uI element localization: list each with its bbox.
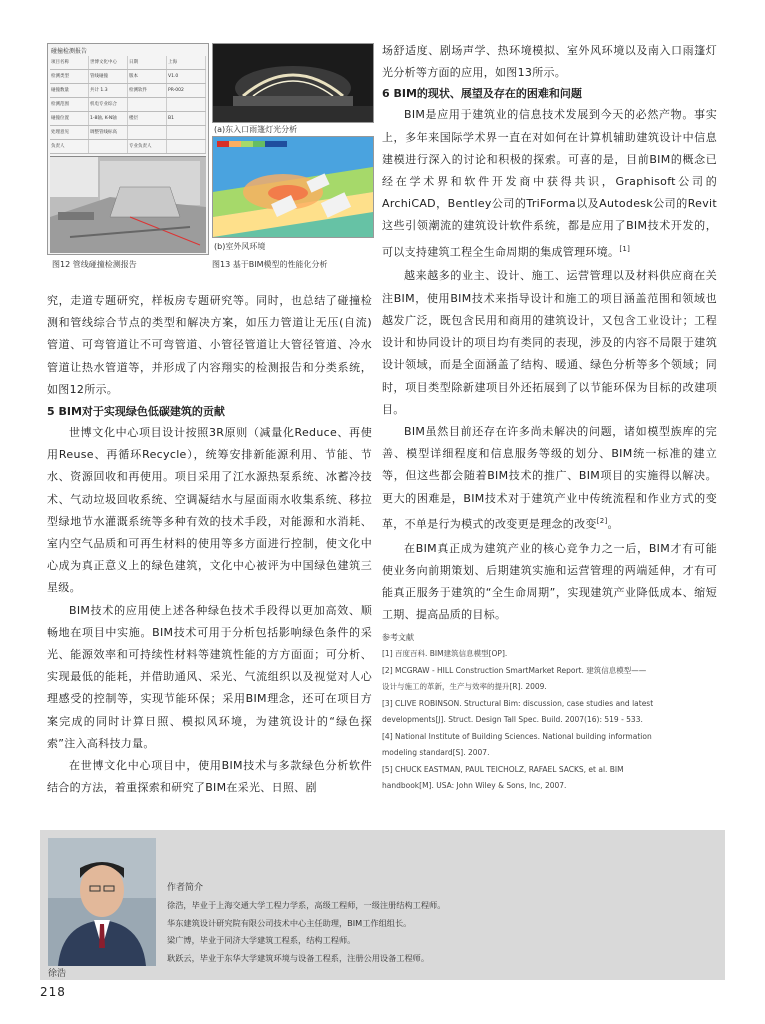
report-cell: 碰撞数量: [50, 84, 89, 97]
report-cell: 检测类型: [50, 70, 89, 83]
left-column: [47, 290, 372, 799]
report-cell: PR-002: [167, 84, 206, 97]
fig12-collision-report: [47, 43, 209, 255]
left-para-3: BIM技术的应用使上述各种绿色技术手段得以更加高效、顺畅地在项目中实施。BIM技术可用于分析包括影响绿色条件的采光、能源效率和可持续性材料等建筑性能的方方面面；可分析、实现最低的能耗，并借助通风、采光、气流组织以及视觉对人心理感受的控制等，实现节能环保；采用BIM理念，还可在项目方案完成的同时计算日照、模拟风环境，为建筑设计的“绿色探索”注入高科技力量。: [47, 603, 372, 750]
right-para-3: BIM虽然目前还存在许多尚未解决的问题，诸如模型族库的完善、模型详细程度和信息服务等级的划分、BIM统一标准的建立等，但这些都会随着BIM技术的推广、BIM项目的实施得以解决。更大的困难是，BIM技术对于建筑产业中传统流程和作业方式的变革，不单是行为模式的改变更是理念的改变[2]。: [382, 424, 717, 531]
report-cell: 专业负责人: [128, 140, 167, 153]
page-number: 218: [40, 985, 66, 999]
reference-line: [2] MCGRAW - HILL Construction SmartMarket Report. 建筑信息模型——: [382, 665, 647, 675]
report-cell: 楼层: [128, 112, 167, 125]
citation-2: [2]: [596, 516, 608, 525]
fig12-caption: 图12 管线碰撞检测报告: [52, 260, 137, 269]
report-cell: 负责人: [50, 140, 89, 153]
report-cell: 处理意见: [50, 126, 89, 139]
reference-line: modeling standard[S]. 2007.: [382, 748, 490, 758]
references-title: 参考文献: [382, 633, 414, 643]
report-row: [50, 98, 206, 112]
report-cell: [167, 140, 206, 153]
report-cell: 检测软件: [128, 84, 167, 97]
report-cell: 世博文化中心: [89, 56, 128, 69]
author-band: [40, 830, 725, 980]
author-bio-line: 梁广博，毕业于同济大学建筑工程系，结构工程师。: [167, 935, 356, 945]
report-title: 碰撞检测报告: [51, 48, 88, 55]
report-table: [50, 56, 206, 154]
right-para-1: BIM是应用于建筑业的信息技术发展到今天的必然产物。事实上，多年来国际学术界一直在对如何在计算机辅助建筑设计中信息建模进行深入的讨论和积极的探索。可喜的是，目前BIM的概念已经在学术界和软件开发商中获得共识，Graphisoft公司的ArchiCAD，Bentley公司的TriForma以及Autodesk公司的Revit这些引领潮流的建筑设计软件系统，都是应用了BIM技术开发的，可以支持建筑工程全生命周期的集成管理环境。[1]: [382, 108, 717, 259]
citation-1: [1]: [619, 244, 631, 253]
wind-environment-svg: [213, 137, 373, 237]
report-cell: 上海: [167, 56, 206, 69]
author-section-title: 作者简介: [167, 883, 204, 893]
fig13b-wind-environment: [212, 136, 374, 238]
reference-line: 设计与施工的革新，生产与效率的提升[R]. 2009.: [382, 682, 547, 692]
canopy-lighting-svg: [213, 44, 373, 122]
left-para-2: 世博文化中心项目设计按照3R原则（减量化Reduce、再使用Reuse、再循环Recycle），统筹安排新能源利用、节能、节水、资源回收和再使用。项目采用了江水源热泵系统、冰蓄冷技术、气动垃圾回收系统、空调凝结水与屋面雨水收集系统、移拉型绿地节水灌溉系统等多种有效的技术手段，对能源和水消耗、室内空气品质和可再生材料的使用等多方面进行控制，使文化中心成为真正意义上的绿色建筑，文化中心被评为中国绿色建筑三星级。: [47, 426, 372, 595]
clash-view-svg: [50, 157, 206, 253]
left-para-1: 究，走道专题研究，样板房专题研究等。同时，也总结了碰撞检测和管线综合节点的类型和解决方案，如压力管道让无压(自流)管道、可弯管道让不可弯管道、小管径管道让大管径管道、冷水管道让热水管道等，并形成了内容翔实的检测报告和分类系统，如图12所示。: [47, 294, 372, 396]
report-cell: V1.0: [167, 70, 206, 83]
report-cell: 检测范围: [50, 98, 89, 111]
author-bio-line: 华东建筑设计研究院有限公司技术中心主任助理，BIM工作组组长。: [167, 917, 412, 928]
reference-line: [5] CHUCK EASTMAN, PAUL TEICHOLZ, RAFAEL SACKS, et al. BIM: [382, 764, 624, 774]
right-para-2: 越来越多的业主、设计、施工、运营管理以及材料供应商在关注BIM，使用BIM技术来指导设计和施工的项目涵盖范围和领域也越发广泛，既包含民用和商用的建筑设计，又包含工业设计；工程设计和协同设计的项目均有类同的表现，涉及的内容不局限于建筑设计领域，而是全面涵盖了结构、暖通、绿色分析等多个领域；同时，项目类型除新建项目外还拓展到了以节能环保为目标的改建项目。: [382, 269, 717, 416]
report-cell: B1: [167, 112, 206, 125]
section-6-heading: 6 BIM的现状、展望及存在的困难和问题: [382, 87, 582, 101]
reference-line: [1] 百度百科. BIM建筑信息模型[OP].: [382, 649, 508, 659]
report-cell: [128, 126, 167, 139]
fig13-caption: 图13 基于BIM模型的性能化分析: [212, 260, 328, 269]
right-para-0: 场舒适度、剧场声学、热环境模拟、室外风环境以及南入口雨篷灯光分析等方面的应用，如图13所示。: [382, 44, 717, 80]
report-row: [50, 84, 206, 98]
right-para-4: 在BIM真正成为建筑产业的核心竞争力之一后，BIM才有可能使业务向前期策划、后期建筑实施和运营管理的两端延伸，才有可能真正服务于建筑的“全生命周期”，实现建筑产业降低成本、缩短工期、提高品质的目标。: [382, 541, 717, 622]
reference-line: handbook[M]. USA: John Wiley & Sons, Inc, 2007.: [382, 781, 567, 791]
fig13a-label: (a)东入口雨篷灯光分析: [214, 125, 298, 134]
author-bio-line: 耿跃云，毕业于东华大学建筑环境与设备工程系，注册公用设备工程师。: [167, 952, 430, 963]
report-cell: 管线碰撞: [89, 70, 128, 83]
report-cell: 碰撞位置: [50, 112, 89, 125]
author-photo: [48, 838, 156, 966]
fig13a-canopy-lighting: [212, 43, 374, 123]
report-row: [50, 70, 206, 84]
reference-line: [3] CLIVE ROBINSON. Structural Bim: discussion, case studies and latest: [382, 698, 654, 708]
report-image: [50, 156, 206, 253]
reference-line: developments[J]. Struct. Design Tall Spec. Build. 2007(16): 519 - 533.: [382, 715, 643, 725]
report-cell: 版本: [128, 70, 167, 83]
report-cell: [128, 98, 167, 111]
author-bios: [167, 897, 445, 967]
section-5-heading: 5 BIM对于实现绿色低碳建筑的贡献: [47, 405, 225, 419]
report-row: [50, 126, 206, 140]
report-cell: 共计 1.3: [89, 84, 128, 97]
report-cell: 机电专业综合: [89, 98, 128, 111]
report-cell: 项目名称: [50, 56, 89, 69]
report-row: [50, 140, 206, 154]
report-cell: [167, 98, 206, 111]
fig13b-label: (b)室外风环境: [214, 242, 266, 251]
reference-line: [4] National Institute of Building Sciences. National building information: [382, 731, 652, 741]
report-cell: [89, 140, 128, 153]
references: [382, 632, 717, 795]
author-photo-caption: 徐浩: [48, 969, 67, 979]
report-row: [50, 56, 206, 70]
report-row: [50, 112, 206, 126]
author-bio-line: 徐浩，毕业于上海交通大学工程力学系，高级工程师，一级注册结构工程师。: [167, 900, 446, 910]
report-cell: 日期: [128, 56, 167, 69]
left-para-4: 在世博文化中心项目中，使用BIM技术与多款绿色分析软件结合的方法，着重探索和研究了BIM在采光、日照、剧: [47, 759, 372, 795]
report-cell: 调整管线标高: [89, 126, 128, 139]
references-list: [382, 646, 717, 795]
right-column: [382, 40, 717, 795]
report-cell: 1-8轴, K-N轴: [89, 112, 128, 125]
author-portrait-svg: [48, 838, 156, 966]
report-cell: [167, 126, 206, 139]
